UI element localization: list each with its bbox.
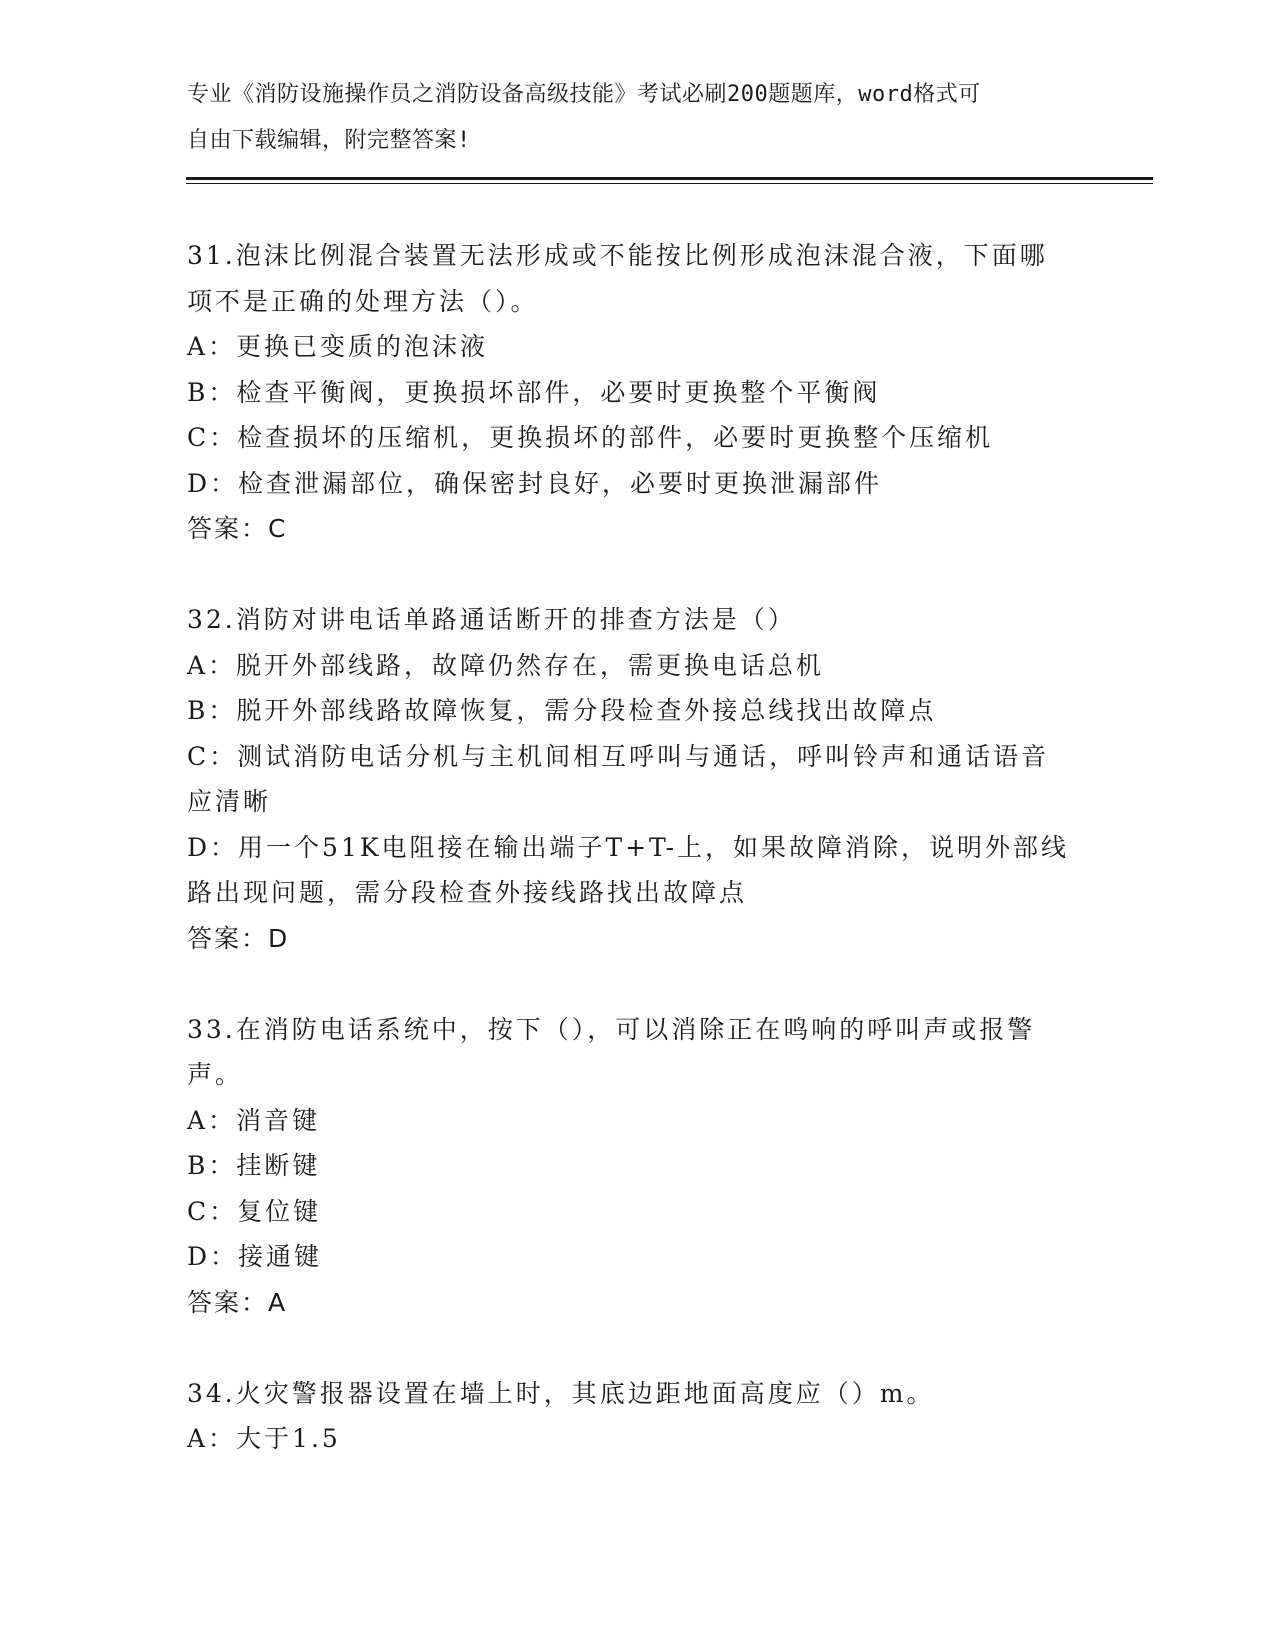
header-divider	[186, 177, 1153, 180]
question-stem: 项不是正确的处理方法（）。	[187, 286, 539, 316]
question-31	[187, 233, 1087, 552]
question-33	[187, 1007, 1087, 1326]
option-d: D：检查泄漏部位，确保密封良好，必要时更换泄漏部件	[187, 468, 883, 498]
option-c: C：检查损坏的压缩机，更换损坏的部件，必要时更换整个压缩机	[187, 423, 994, 452]
option-b: B：脱开外部线路故障恢复，需分段检查外接总线找出故障点	[187, 696, 937, 725]
option-c-continued: 应清晰	[187, 787, 272, 816]
header-divider-thin	[186, 183, 1153, 184]
question-spacer	[187, 961, 1087, 1007]
question-stem: 34.火灾警报器设置在墙上时，其底边距地面高度应（）m。	[187, 1378, 935, 1408]
option-b: B：检查平衡阀，更换损坏部件，必要时更换整个平衡阀	[187, 377, 881, 407]
option-c: C：复位键	[187, 1196, 322, 1226]
question-32	[187, 597, 1087, 961]
question-stem: 声。	[187, 1060, 244, 1089]
option-b: B：挂断键	[187, 1151, 321, 1180]
option-c: C：测试消防电话分机与主机间相互呼叫与通话，呼叫铃声和通话语音	[187, 741, 1050, 771]
answer-label: 答案：D	[187, 923, 290, 953]
question-34	[187, 1371, 1087, 1462]
header-line: 专业《消防设施操作员之消防设备高级技能》考试必刷200题题库，word格式可	[187, 82, 981, 107]
option-a: A：消音键	[187, 1105, 321, 1135]
question-list	[187, 233, 1087, 1462]
option-a: A：脱开外部线路，故障仍然存在，需更换电话总机	[187, 650, 825, 680]
header-line: 自由下载编辑，附完整答案!	[187, 127, 471, 153]
question-spacer	[187, 1325, 1087, 1371]
answer-label: 答案：C	[187, 514, 288, 543]
option-a: A：更换已变质的泡沫液	[187, 332, 489, 361]
question-stem: 31.泡沫比例混合装置无法形成或不能按比例形成泡沫混合液，下面哪	[187, 241, 1048, 270]
question-spacer	[187, 552, 1087, 598]
document-header	[187, 72, 1087, 163]
answer-label: 答案：A	[187, 1287, 288, 1317]
question-stem: 33.在消防电话系统中，按下（），可以消除正在鸣响的呼叫声或报警	[187, 1014, 1036, 1044]
option-d-continued: 路出现问题，需分段检查外接线路找出故障点	[187, 878, 748, 907]
option-a: A：大于1.5	[187, 1424, 341, 1453]
question-stem: 32.消防对讲电话单路通话断开的排查方法是（）	[187, 605, 796, 634]
option-d: D：接通键	[187, 1242, 323, 1271]
option-d: D：用一个51K电阻接在输出端子T+T-上，如果故障消除，说明外部线	[187, 832, 1070, 862]
